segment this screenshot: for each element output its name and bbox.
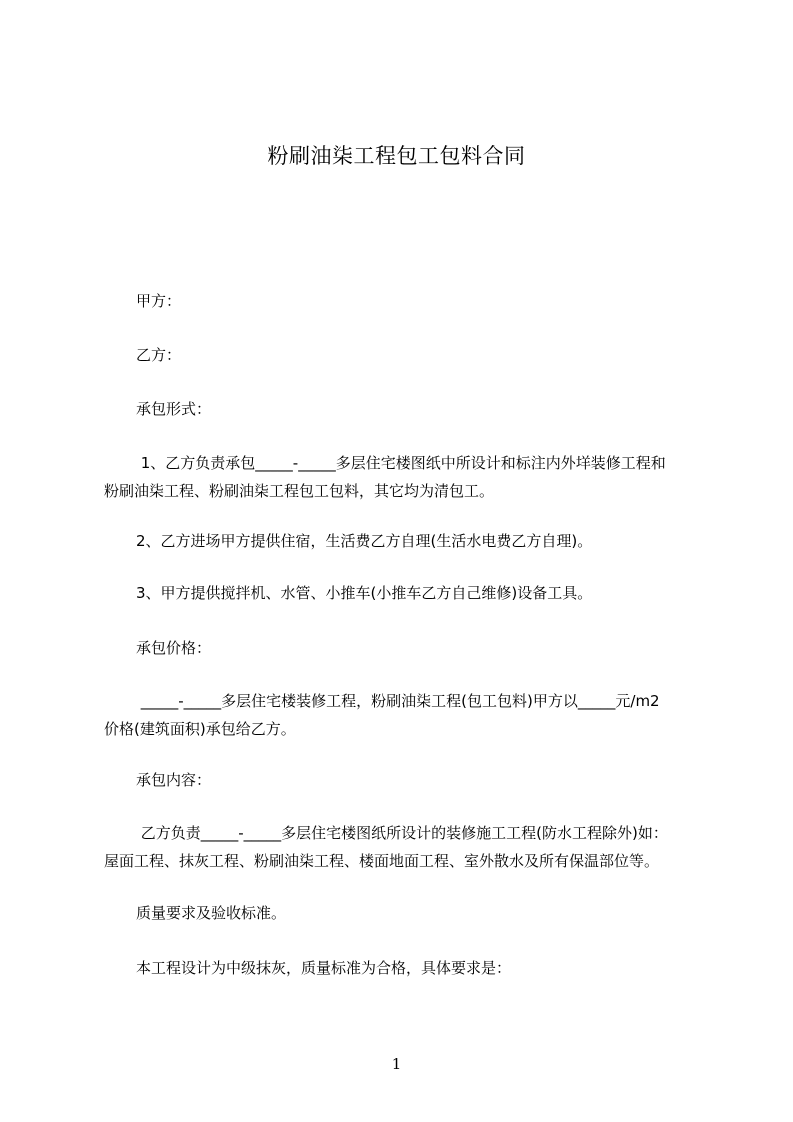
item3: 3、甲方提供搅拌机、水管、小推车(小推车乙方自己维修)设备工具。	[136, 584, 593, 602]
section-quality: 质量要求及验收标准。	[136, 904, 287, 922]
quality-text: 本工程设计为中级抹灰，质量标准为合格，具体要求是：	[136, 959, 512, 977]
content-line2: 屋面工程、抹灰工程、粉刷油柒工程、楼面地面工程、室外散水及所有保温部位等。	[104, 852, 660, 870]
price-line2: 价格(建筑面积)承包给乙方。	[104, 720, 296, 738]
section-contract-form: 承包形式：	[136, 400, 212, 418]
page-number: 1	[391, 1055, 402, 1073]
item2: 2、乙方进场甲方提供住宿，生活费乙方自理(生活水电费乙方自理)。	[136, 532, 593, 550]
document-title: 粉刷油柒工程包工包料合同	[267, 144, 526, 168]
item1-line1: 1、乙方负责承包_____-_____多层住宅楼图纸中所设计和标注内外垟装修工程和	[136, 454, 666, 472]
item1-line2: 粉刷油柒工程、粉刷油柒工程包工包料，其它均为清包工。	[104, 482, 495, 500]
party-b-label: 乙方：	[136, 346, 182, 364]
section-contract-price: 承包价格：	[136, 639, 212, 657]
section-contract-content: 承包内容：	[136, 771, 212, 789]
price-line1: _____-_____多层住宅楼装修工程，粉刷油柒工程(包工包料)甲方以_____元/m2	[136, 692, 660, 710]
party-a-label: 甲方：	[136, 292, 182, 310]
content-line1: 乙方负责_____-_____多层住宅楼图纸所设计的装修施工工程(防水工程除外)如：	[136, 824, 668, 842]
